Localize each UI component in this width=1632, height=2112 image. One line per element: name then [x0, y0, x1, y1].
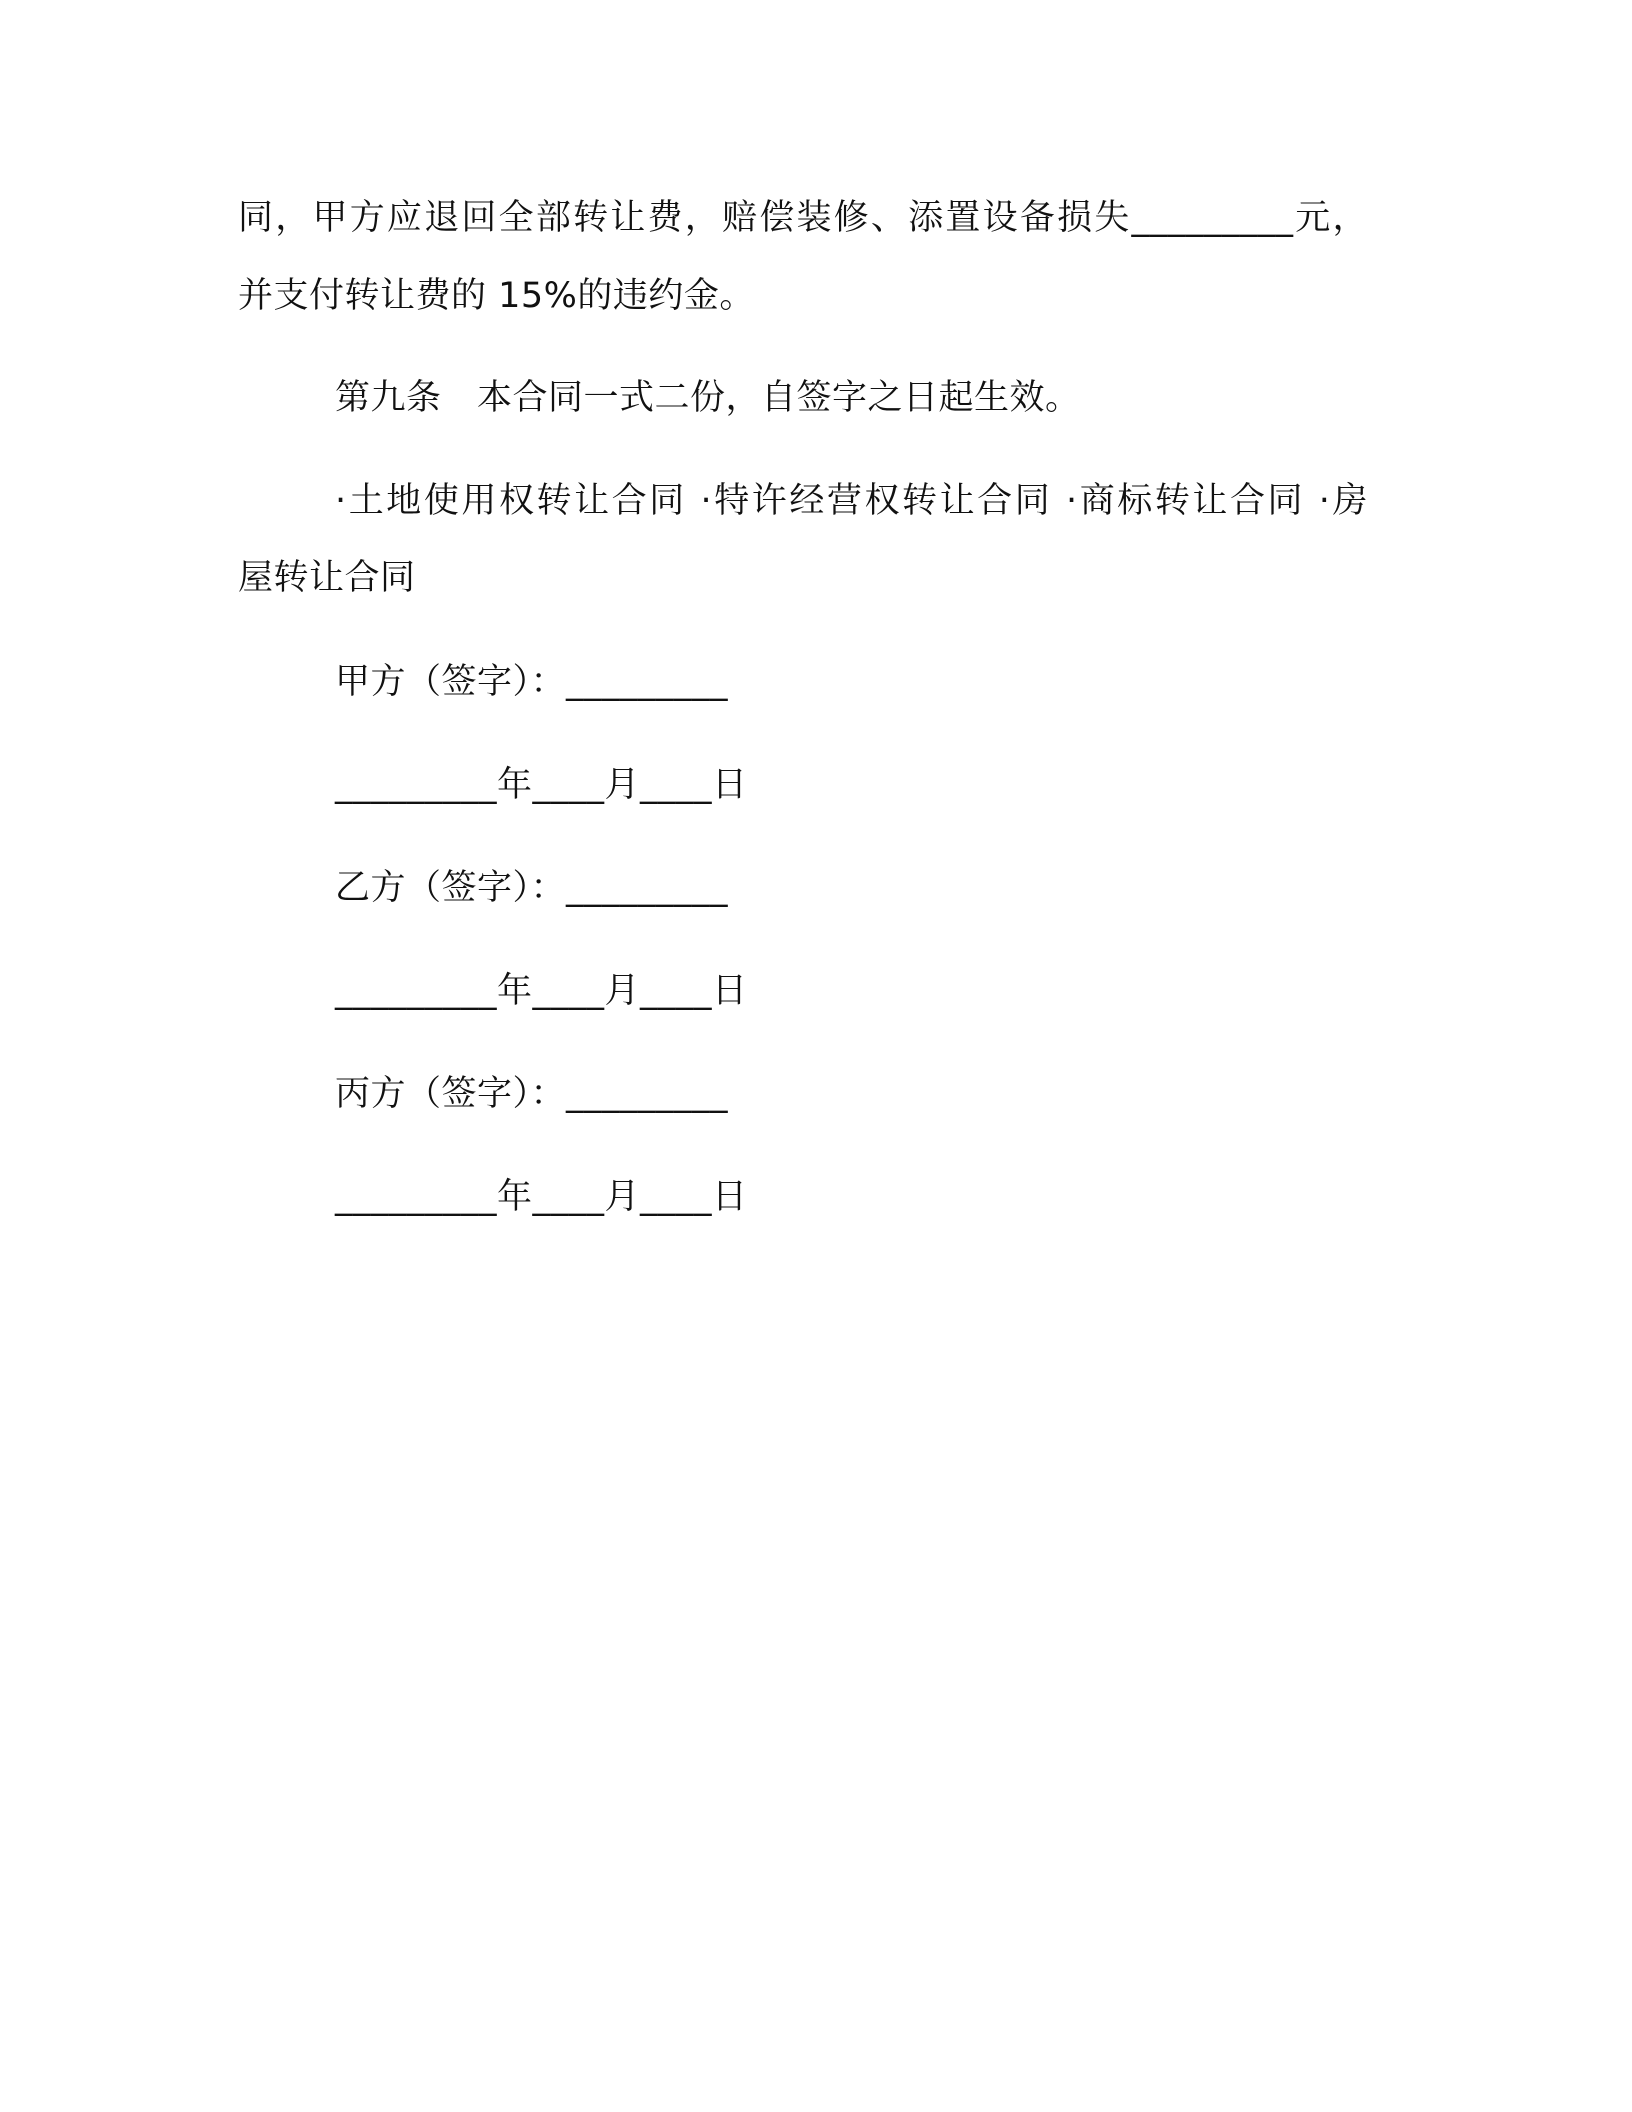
signature-party-a: 甲方（签字）：_________ — [335, 662, 729, 702]
paragraph-8-line-2: 并支付转让费的 15%的违约金。 — [238, 276, 755, 316]
signature-party-b: 乙方（签字）：_________ — [335, 868, 729, 908]
article-9: 第九条 本合同一式二份，自签字之日起生效。 — [335, 378, 1081, 418]
paragraph-8-line-1: 同，甲方应退回全部转让费，赔偿装修、添置设备损失_________元， — [238, 198, 1368, 238]
related-links-line-1[interactable]: ·土地使用权转让合同 ·特许经营权转让合同 ·商标转让合同 ·房 — [335, 481, 1368, 521]
related-links-line-2[interactable]: 屋转让合同 — [238, 558, 416, 598]
signature-date-c: _________年____月____日 — [335, 1177, 748, 1217]
signature-party-c: 丙方（签字）：_________ — [335, 1074, 729, 1114]
signature-date-b: _________年____月____日 — [335, 971, 748, 1011]
signature-date-a: _________年____月____日 — [335, 765, 748, 805]
